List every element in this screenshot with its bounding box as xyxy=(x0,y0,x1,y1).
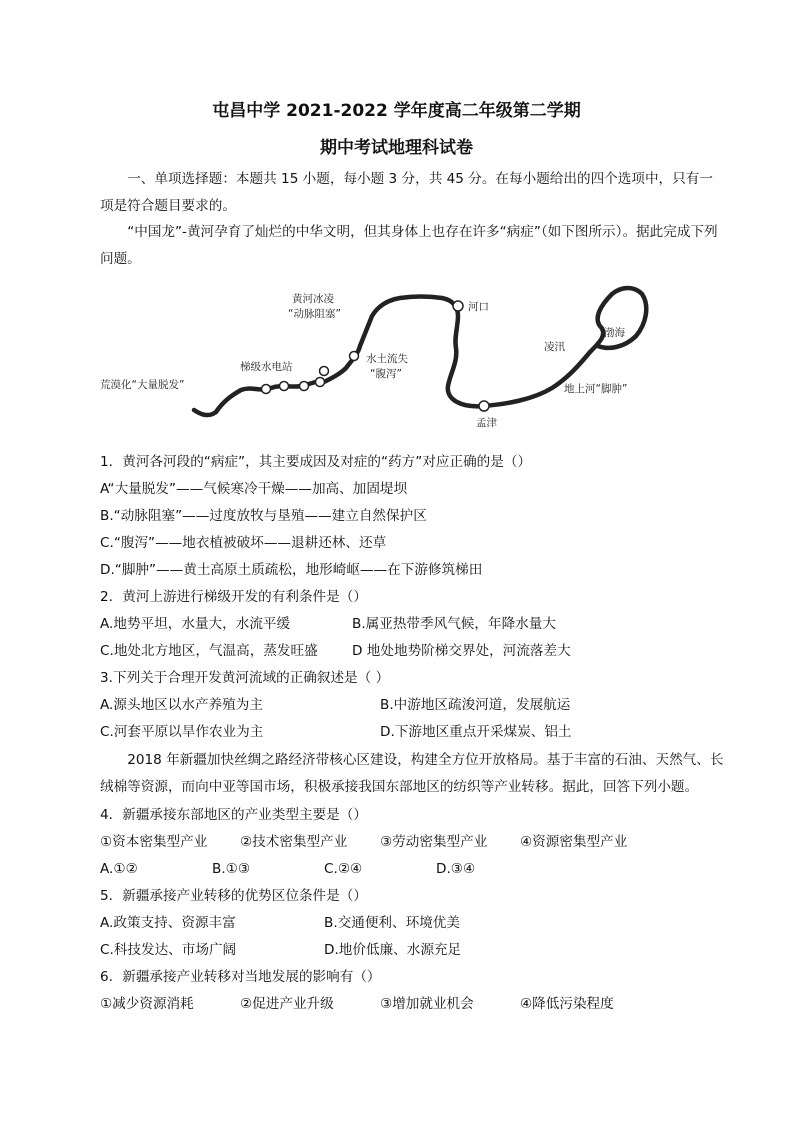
hekou-marker xyxy=(453,301,463,311)
q5-option-b: B.交通便利、环境优美 xyxy=(324,915,460,931)
q2-option-a: A.地势平坦，水量大，水流平缓 xyxy=(100,616,291,632)
label-desert: 荒漠化“大量脱发” xyxy=(100,379,185,391)
hydro-station-marker xyxy=(280,382,289,391)
q3-option-b: B.中游地区疏浚河道，发展航运 xyxy=(380,697,571,713)
desert-tail xyxy=(194,410,216,415)
label-hydro: 梯级水电站 xyxy=(240,361,293,373)
hydro-station-marker xyxy=(262,385,271,394)
mengjin-marker xyxy=(479,401,489,411)
hydro-station-marker xyxy=(300,382,309,391)
label-lingxun: 凌汛 xyxy=(544,341,565,353)
q4-option-b: B.①③ xyxy=(212,861,251,877)
section-header: 一、单项选择题：本题共 15 小题，每小题 3 分，共 45 分。在每小题给出的四个选项中，只有一项是符合题目要求的。 xyxy=(100,171,713,214)
q2-stem: 2．黄河上游进行梯级开发的有利条件是（） xyxy=(100,589,367,605)
q5-stem: 5．新疆承接产业转移的优势区位条件是（） xyxy=(100,888,367,904)
q1-option-d: D.“脚肿”——黄土高原土质疏松，地形崎岖——在下游修筑梯田 xyxy=(100,562,483,578)
q5-option-d: D.地价低廉、水源充足 xyxy=(324,942,462,958)
q1-option-b: B.“动脉阻塞”——过度放牧与垦殖——建立自然保护区 xyxy=(100,508,427,524)
q5-option-a: A.政策支持、资源丰富 xyxy=(100,915,236,931)
yellow-river-map xyxy=(96,282,656,442)
label-ice: 黄河冰凌 xyxy=(292,293,334,305)
q6-item-4: ④降低污染程度 xyxy=(520,996,614,1012)
q4-option-d: D.③④ xyxy=(436,861,476,877)
hydro-station-marker xyxy=(316,378,325,387)
q1-option-c: C.“腹泻”——地衣植被破坏——退耕还林、还草 xyxy=(100,535,387,551)
q3-option-d: D.下游地区重点开采煤炭、铝土 xyxy=(380,724,572,740)
label-soil-symptom: “腹泻” xyxy=(370,368,402,380)
label-suspended-river: 地上河“脚肿” xyxy=(564,383,628,395)
q3-option-c: C.河套平原以旱作农业为主 xyxy=(100,724,264,740)
q2-option-c: C.地处北方地区，气温高，蒸发旺盛 xyxy=(100,643,318,659)
page-title: 屯昌中学 2021-2022 学年度高二年级第二学期 xyxy=(212,101,581,121)
label-bohai: 渤海 xyxy=(604,327,625,339)
hydro-station-marker xyxy=(350,352,359,361)
page-subtitle: 期中考试地理科试卷 xyxy=(320,138,473,158)
q1-option-a: A“大量脱发”——气候寒冷干燥——加高、加固堤坝 xyxy=(100,481,408,497)
label-mengjin: 孟津 xyxy=(476,417,497,429)
hydro-station-marker xyxy=(320,367,329,376)
label-ice-symptom: “动脉阻塞” xyxy=(288,308,341,320)
label-hekou: 河口 xyxy=(468,301,489,313)
q4-item-1: ①资本密集型产业 xyxy=(100,834,208,850)
q6-item-1: ①减少资源消耗 xyxy=(100,996,194,1012)
q6-item-2: ②促进产业升级 xyxy=(240,996,334,1012)
q4-item-3: ③劳动密集型产业 xyxy=(380,834,488,850)
q2-option-d: D 地处地势阶梯交界处，河流落差大 xyxy=(352,643,571,659)
q4-option-c: C.②④ xyxy=(324,861,363,877)
passage-1: “中国龙”-黄河孕育了灿烂的中华文明，但其身体上也存在许多“病症”（如下图所示）。据此完成下列问题。 xyxy=(100,224,718,267)
q4-option-a: A.①② xyxy=(100,861,138,877)
q3-option-a: A.源头地区以水产养殖为主 xyxy=(100,697,263,713)
q4-item-2: ②技术密集型产业 xyxy=(240,834,348,850)
q6-stem: 6．新疆承接产业转移对当地发展的影响有（） xyxy=(100,969,381,985)
q4-stem: 4．新疆承接东部地区的产业类型主要是（） xyxy=(100,807,367,823)
q4-item-4: ④资源密集型产业 xyxy=(520,834,628,850)
q6-item-3: ③增加就业机会 xyxy=(380,996,474,1012)
q1-stem: 1．黄河各河段的“病症”，其主要成因及对症的“药方”对应正确的是（） xyxy=(100,454,532,470)
passage-2: 2018 年新疆加快丝绸之路经济带核心区建设，构建全方位开放格局。基于丰富的石油、天然气、长绒棉等资源，而向中亚等国市场，积极承接我国东部地区的纺织等产业转移。据此，回答下列小题。 xyxy=(100,752,724,795)
q3-stem: 3.下列关于合理开发黄河流域的正确叙述是（ ） xyxy=(100,670,390,686)
label-soil-erosion: 水土流失 xyxy=(366,353,408,365)
q5-option-c: C.科技发达、市场广阔 xyxy=(100,942,237,958)
q2-option-b: B.属亚热带季风气候，年降水量大 xyxy=(352,616,556,632)
